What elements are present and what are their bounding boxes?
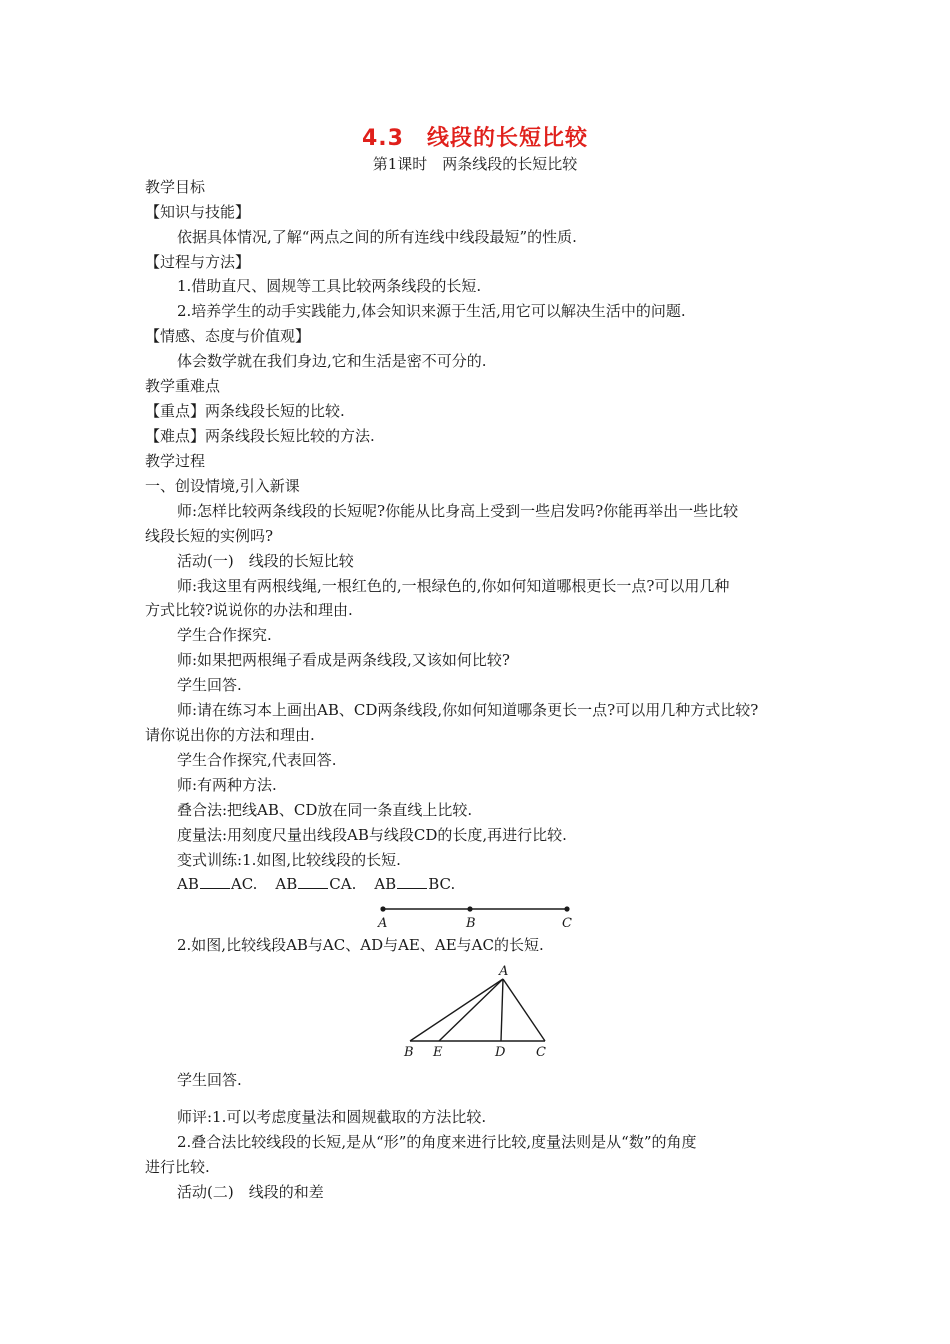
- key-point: 【重点】两条线段长短的比较.: [145, 402, 345, 420]
- page-subtitle: 第1课时 两条线段的长短比较: [372, 155, 578, 173]
- knowledge-heading: 【知识与技能】: [145, 203, 251, 221]
- segment-ad: [501, 979, 503, 1041]
- process-item-1: 1.借助直尺、圆规等工具比较两条线段的长短.: [177, 277, 482, 295]
- point-c: [564, 906, 569, 911]
- comment-2b: 进行比较.: [145, 1158, 210, 1176]
- label-c: C: [562, 916, 572, 931]
- label-b: B: [404, 1045, 414, 1060]
- label-d: D: [495, 1045, 506, 1060]
- process-heading: 【过程与方法】: [145, 253, 251, 271]
- activity-heading-2: 活动(二) 线段的和差: [177, 1183, 324, 1201]
- overlap-method: 叠合法:把线AB、CD放在同一条直线上比较.: [177, 801, 473, 819]
- emotion-text: 体会数学就在我们身边,它和生活是密不可分的.: [177, 352, 487, 370]
- exercise-2: 2.如图,比较线段AB与AC、AD与AE、AE与AC的长短.: [177, 936, 544, 954]
- comment-1: 师评:1.可以考虑度量法和圆规截取的方法比较.: [177, 1108, 487, 1126]
- label-a: A: [499, 964, 509, 979]
- label-b: B: [466, 916, 476, 931]
- process-item-2: 2.培养学生的动手实践能力,体会知识来源于生活,用它可以解决生活中的问题.: [177, 302, 686, 320]
- emotion-heading: 【情感、态度与价值观】: [145, 327, 311, 345]
- page-title: 4.3 线段的长短比较: [362, 126, 588, 151]
- teacher-line-3: 师:如果把两根绳子看成是两条线段,又该如何比较?: [177, 651, 510, 669]
- answer-blank-2[interactable]: [298, 874, 328, 889]
- measure-method: 度量法:用刻度尺量出线段AB与线段CD的长度,再进行比较.: [177, 826, 567, 844]
- answer-blank-1[interactable]: [200, 874, 230, 889]
- blank-label-bc: BC.: [428, 875, 456, 893]
- segment-ab: [410, 979, 503, 1041]
- blank-label-ab-3: AB: [374, 875, 397, 893]
- point-a: [380, 906, 385, 911]
- teacher-line-2b: 方式比较?说说你的办法和理由.: [145, 601, 353, 619]
- section-heading-1: 一、创设情境,引入新课: [145, 477, 300, 495]
- teacher-line-5: 师:有两种方法.: [177, 776, 277, 794]
- label-e: E: [433, 1045, 443, 1060]
- comment-2a: 2.叠合法比较线段的长短,是从“形”的角度来进行比较,度量法则是从“数”的角度: [177, 1133, 697, 1151]
- key-heading: 教学重难点: [145, 377, 221, 395]
- teacher-line-2a: 师:我这里有两根线绳,一根红色的,一根绿色的,你如何知道哪根更长一点?可以用几种: [177, 577, 730, 595]
- segment-ae: [439, 979, 503, 1041]
- teacher-line-1a: 师:怎样比较两条线段的长短呢?你能从比身高上受到一些启发吗?你能再举出一些比较: [177, 502, 739, 520]
- difficult-point: 【难点】两条线段长短比较的方法.: [145, 427, 375, 445]
- teacher-line-4b: 请你说出你的方法和理由.: [145, 726, 315, 744]
- goals-heading: 教学目标: [145, 178, 206, 196]
- exercise-1-blanks: [177, 874, 455, 894]
- answer-blank-3[interactable]: [397, 874, 427, 889]
- label-c: C: [536, 1045, 546, 1060]
- activity-heading-1: 活动(一) 线段的长短比较: [177, 552, 354, 570]
- student-explore-1: 学生合作探究.: [177, 626, 272, 644]
- label-a: A: [378, 916, 388, 931]
- blank-label-ab-1: AB: [177, 875, 199, 893]
- teacher-line-1b: 线段长短的实例吗?: [145, 527, 274, 545]
- figure-triangle: [395, 962, 560, 1062]
- figure-segment-abc: [370, 898, 585, 932]
- blank-label-ab-2: AB: [275, 875, 298, 893]
- student-answer-1: 学生回答.: [177, 676, 242, 694]
- process-title: 教学过程: [145, 452, 206, 470]
- point-b: [467, 906, 472, 911]
- knowledge-text: 依据具体情况,了解“两点之间的所有连线中线段最短”的性质.: [177, 228, 577, 246]
- blank-label-ac: AC.: [230, 875, 258, 893]
- segment-ac: [503, 979, 545, 1041]
- student-answer-2: 学生回答.: [177, 1071, 242, 1089]
- student-explore-2: 学生合作探究,代表回答.: [177, 751, 337, 769]
- teacher-line-4a: 师:请在练习本上画出AB、CD两条线段,你如何知道哪条更长一点?可以用几种方式比较?: [177, 701, 759, 719]
- exercise-1: 变式训练:1.如图,比较线段的长短.: [177, 851, 401, 869]
- blank-label-ca: CA.: [329, 875, 357, 893]
